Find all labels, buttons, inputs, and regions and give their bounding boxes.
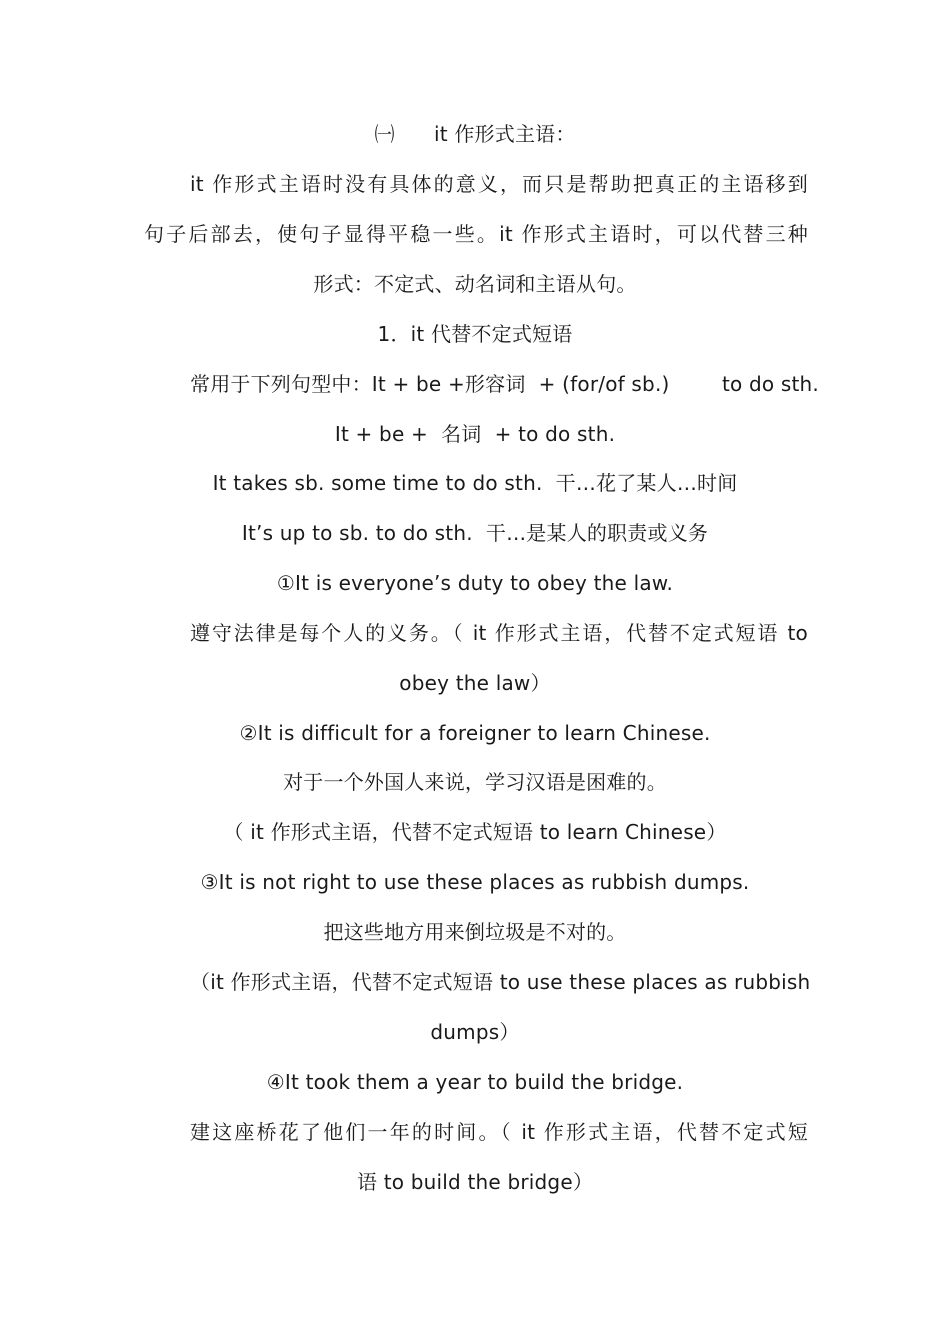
example-2-sentence: ②It is difficult for a foreigner to learn Chinese. [239, 721, 711, 745]
example-3-translation-2: （it 作形式主语，代替不定式短语 to use these places as rubbish [190, 970, 811, 994]
example-4-sentence: ④It took them a year to build the bridge. [266, 1070, 684, 1094]
example-2-translation-2: （ it 作形式主语，代替不定式短语 to learn Chinese） [223, 820, 727, 844]
example-1-translation-1: 遵守法律是每个人的义务。（ it 作形式主语，代替不定式短语 to [190, 621, 808, 645]
example-3-translation-3: dumps） [430, 1020, 520, 1044]
section-heading: ㈠ it 作形式主语： [374, 122, 576, 146]
intro-line-1: it 作形式主语时没有具体的意义，而只是帮助把真正的主语移到 [190, 172, 808, 196]
example-3-translation-1: 把这些地方用来倒垃圾是不对的。 [323, 920, 627, 944]
example-4-translation-1: 建这座桥花了他们一年的时间。（ it 作形式主语，代替不定式短 [190, 1120, 808, 1144]
example-1-translation-2: obey the law） [399, 671, 551, 695]
example-2-translation-1: 对于一个外国人来说，学习汉语是困难的。 [283, 770, 667, 794]
pattern-line-1: 常用于下列句型中：It + be +形容词 + (for/of sb.) to do sth. [190, 372, 819, 396]
subheading: 1．it 代替不定式短语 [377, 322, 573, 346]
intro-line-2: 句子后部去，使句子显得平稳一些。it 作形式主语时，可以代替三种 [144, 222, 808, 246]
pattern-line-3: It takes sb. some time to do sth. 干…花了某人…时间 [212, 471, 738, 495]
pattern-line-4: It’s up to sb. to do sth. 干…是某人的职责或义务 [241, 521, 709, 545]
intro-line-3: 形式：不定式、动名词和主语从句。 [313, 272, 637, 296]
example-3-sentence: ③It is not right to use these places as rubbish dumps. [200, 870, 750, 894]
pattern-line-2: It + be + 名词 + to do sth. [334, 422, 616, 446]
example-4-translation-2: 语 to build the bridge） [356, 1170, 594, 1194]
example-1-sentence: ①It is everyone’s duty to obey the law. [276, 571, 674, 595]
